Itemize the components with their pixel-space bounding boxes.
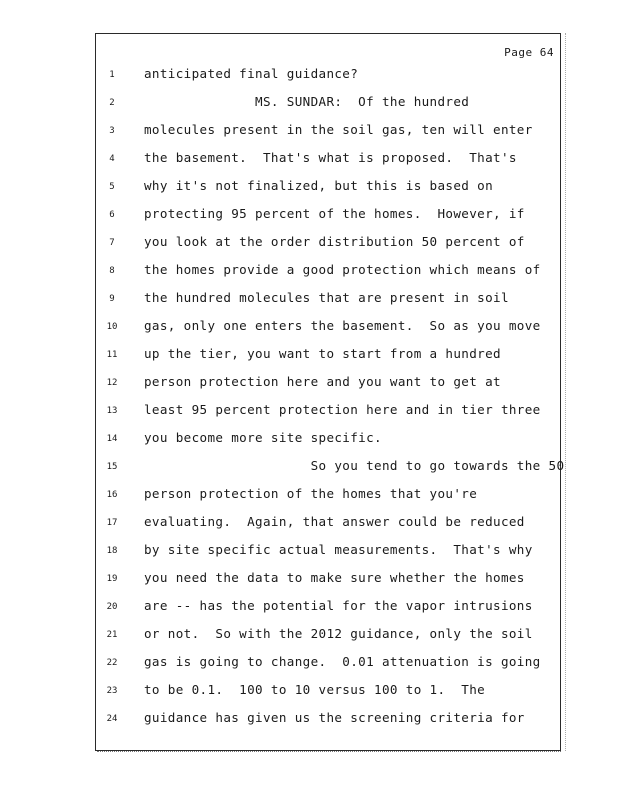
line-text: you become more site specific. bbox=[144, 430, 382, 445]
line-text: gas is going to change. 0.01 attenuation is going bbox=[144, 654, 541, 669]
line-number: 20 bbox=[106, 602, 118, 612]
line-number: 10 bbox=[106, 322, 118, 332]
page-bottom-edge bbox=[97, 751, 561, 755]
line-number: 23 bbox=[106, 686, 118, 696]
transcript-line bbox=[0, 542, 618, 562]
line-number: 4 bbox=[109, 154, 115, 164]
line-text: MS. SUNDAR: Of the hundred bbox=[144, 94, 470, 109]
line-number: 15 bbox=[106, 462, 118, 472]
line-number: 22 bbox=[106, 658, 118, 668]
transcript-line bbox=[0, 710, 618, 730]
transcript-line bbox=[0, 234, 618, 254]
line-text: person protection here and you want to get at bbox=[144, 374, 501, 389]
transcript-line bbox=[0, 430, 618, 450]
transcript-line bbox=[0, 654, 618, 674]
line-number: 14 bbox=[106, 434, 118, 444]
line-text: to be 0.1. 100 to 10 versus 100 to 1. The bbox=[144, 682, 486, 697]
line-number: 18 bbox=[106, 546, 118, 556]
line-text: person protection of the homes that you're bbox=[144, 486, 478, 501]
transcript-line bbox=[0, 66, 618, 86]
line-text: evaluating. Again, that answer could be reduced bbox=[144, 514, 525, 529]
line-text: molecules present in the soil gas, ten will enter bbox=[144, 122, 533, 137]
transcript-line bbox=[0, 486, 618, 506]
line-text: least 95 percent protection here and in tier three bbox=[144, 402, 541, 417]
line-text: protecting 95 percent of the homes. However, if bbox=[144, 206, 525, 221]
line-text: gas, only one enters the basement. So as you move bbox=[144, 318, 541, 333]
transcript-line bbox=[0, 570, 618, 590]
line-number: 11 bbox=[106, 350, 118, 360]
transcript-line bbox=[0, 514, 618, 534]
transcript-line bbox=[0, 682, 618, 702]
transcript-line bbox=[0, 346, 618, 366]
line-text: So you tend to go towards the 50 bbox=[144, 458, 565, 473]
transcript-line bbox=[0, 598, 618, 618]
line-text: anticipated final guidance? bbox=[144, 66, 359, 81]
line-number: 17 bbox=[106, 518, 118, 528]
transcript-line bbox=[0, 318, 618, 338]
line-text: guidance has given us the screening criteria for bbox=[144, 710, 525, 725]
transcript-line bbox=[0, 122, 618, 142]
transcript-line bbox=[0, 178, 618, 198]
line-number: 7 bbox=[109, 238, 115, 248]
line-number: 3 bbox=[109, 126, 115, 136]
line-text: up the tier, you want to start from a hundred bbox=[144, 346, 501, 361]
line-number: 8 bbox=[109, 266, 115, 276]
line-number: 1 bbox=[109, 70, 115, 80]
line-number: 12 bbox=[106, 378, 118, 388]
transcript-line bbox=[0, 290, 618, 310]
transcript-line bbox=[0, 94, 618, 114]
transcript-line bbox=[0, 150, 618, 170]
line-text: or not. So with the 2012 guidance, only the soil bbox=[144, 626, 533, 641]
line-number: 16 bbox=[106, 490, 118, 500]
line-text: why it's not finalized, but this is based on bbox=[144, 178, 494, 193]
line-text: you need the data to make sure whether the homes bbox=[144, 570, 525, 585]
line-text: by site specific actual measurements. That's why bbox=[144, 542, 533, 557]
line-text: the homes provide a good protection which means of bbox=[144, 262, 541, 277]
line-number: 9 bbox=[109, 294, 115, 304]
line-text: are -- has the potential for the vapor intrusions bbox=[144, 598, 533, 613]
line-text: the basement. That's what is proposed. That's bbox=[144, 150, 517, 165]
line-number: 21 bbox=[106, 630, 118, 640]
transcript-line bbox=[0, 626, 618, 646]
transcript-line bbox=[0, 206, 618, 226]
transcript-line bbox=[0, 262, 618, 282]
transcript-line bbox=[0, 458, 618, 478]
transcript-line bbox=[0, 374, 618, 394]
line-number: 6 bbox=[109, 210, 115, 220]
line-number: 5 bbox=[109, 182, 115, 192]
line-text: the hundred molecules that are present in soil bbox=[144, 290, 509, 305]
line-number: 2 bbox=[109, 98, 115, 108]
line-number: 24 bbox=[106, 714, 118, 724]
line-number: 13 bbox=[106, 406, 118, 416]
page-number: Page 64 bbox=[504, 46, 554, 59]
line-number: 19 bbox=[106, 574, 118, 584]
line-text: you look at the order distribution 50 percent of bbox=[144, 234, 525, 249]
transcript-line bbox=[0, 402, 618, 422]
